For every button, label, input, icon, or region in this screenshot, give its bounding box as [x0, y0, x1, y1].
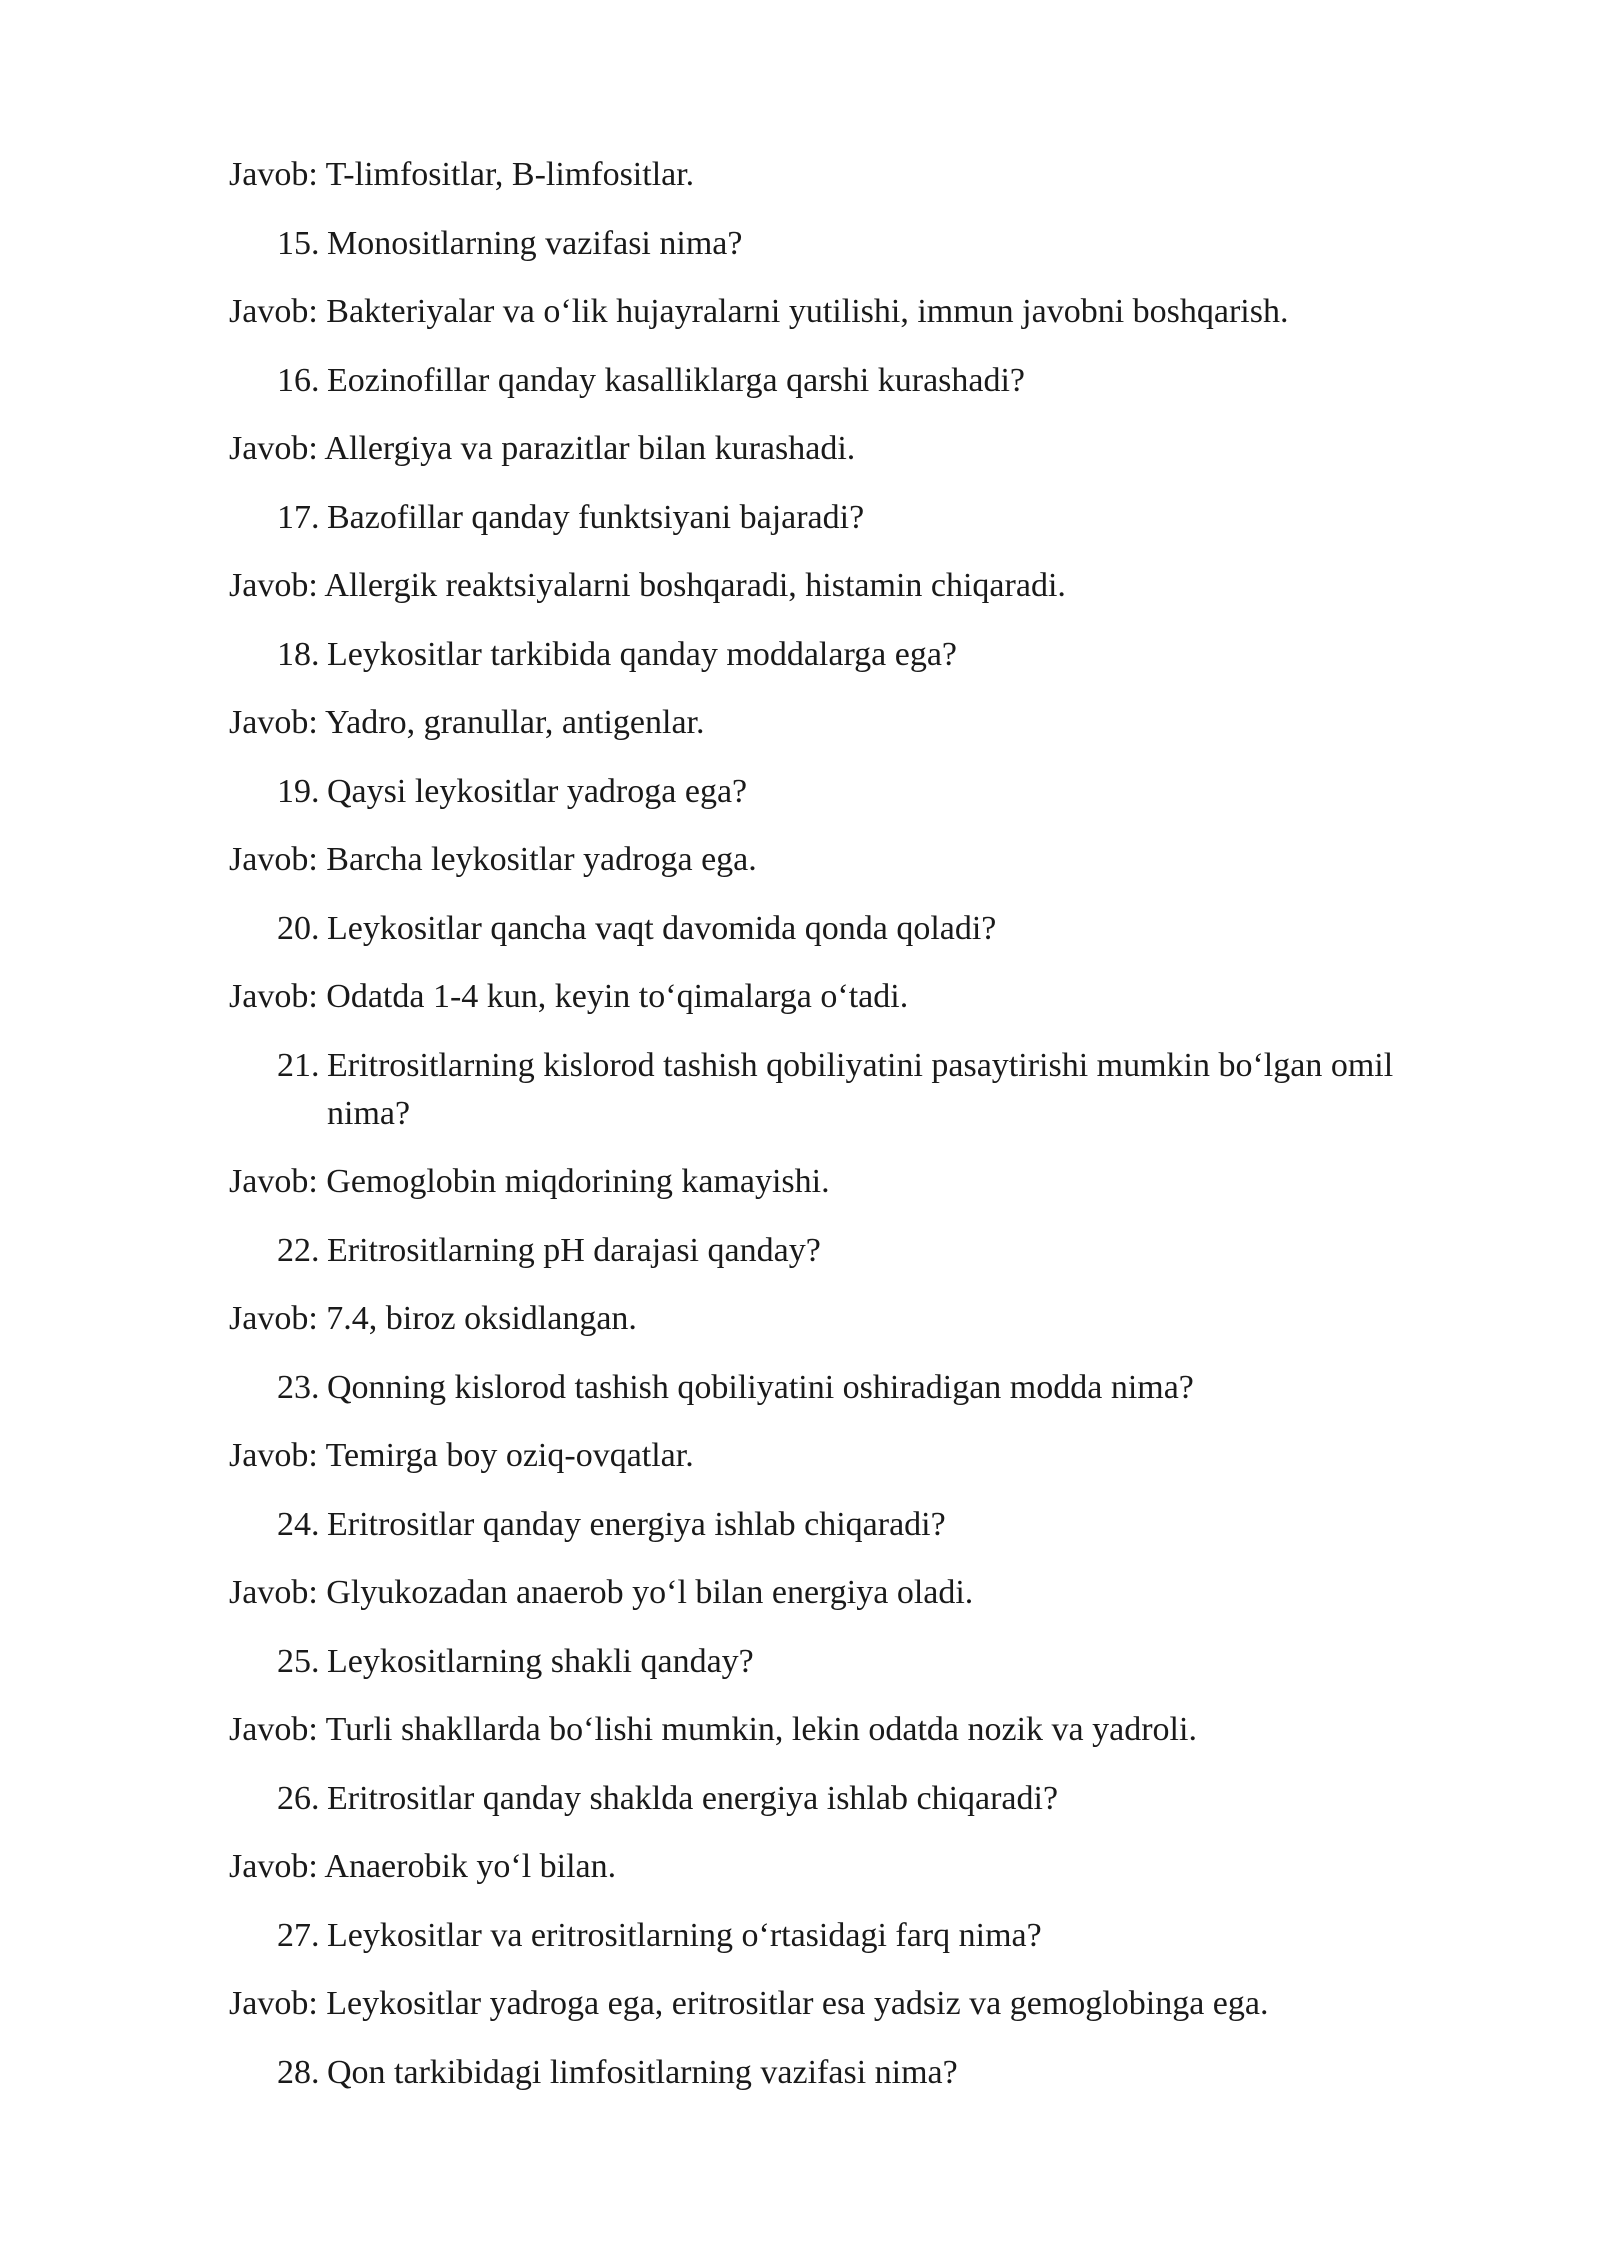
question-item	[229, 1912, 1459, 1960]
question-number: 19.	[277, 772, 320, 810]
answer-line: Javob: Gemoglobin miqdorining kamayishi.	[229, 1163, 830, 1200]
answer-line: Javob: Anaerobik yo‘l bilan.	[229, 1848, 617, 1885]
question-item	[229, 1775, 1459, 1823]
answer-line: Javob: Odatda 1-4 kun, keyin to‘qimalarga o‘tadi.	[229, 978, 909, 1015]
question-item	[229, 1042, 1459, 1138]
question-item	[229, 905, 1459, 953]
question-item	[229, 1638, 1459, 1686]
question-number: 15.	[277, 224, 320, 262]
question-number: 28.	[277, 2053, 320, 2091]
question-item	[229, 357, 1459, 405]
question-number: 23.	[277, 1368, 320, 1406]
question-number: 26.	[277, 1779, 320, 1817]
answer-line: Javob: Allergik reaktsiyalarni boshqaradi, histamin chiqaradi.	[229, 567, 1066, 604]
question-number: 22.	[277, 1231, 320, 1269]
question-item	[229, 631, 1459, 679]
question-text: Qon tarkibidagi limfositlarning vazifasi nima?	[327, 2053, 958, 2091]
answer-line: Javob: Barcha leykositlar yadroga ega.	[229, 841, 757, 878]
question-item	[229, 768, 1459, 816]
question-text: Leykositlar tarkibida qanday moddalarga ega?	[327, 635, 958, 673]
question-number: 21.	[277, 1046, 320, 1084]
question-text: Leykositlarning shakli qanday?	[327, 1642, 754, 1680]
question-text: Bazofillar qanday funktsiyani bajaradi?	[327, 498, 865, 536]
question-text: Eozinofillar qanday kasalliklarga qarshi kurashadi?	[327, 361, 1026, 399]
answer-line: Javob: Bakteriyalar va o‘lik hujayralarni yutilishi, immun javobni boshqarish.	[229, 293, 1289, 330]
answer-line: Javob: Temirga boy oziq-ovqatlar.	[229, 1437, 694, 1474]
answer-line: Javob: Allergiya va parazitlar bilan kurashadi.	[229, 430, 856, 467]
answer-line: Javob: Yadro, granullar, antigenlar.	[229, 704, 705, 741]
question-text: Qonning kislorod tashish qobiliyatini oshiradigan modda nima?	[327, 1368, 1194, 1406]
question-text: Eritrositlar qanday energiya ishlab chiqaradi?	[327, 1505, 946, 1543]
question-text: Monositlarning vazifasi nima?	[327, 224, 743, 262]
question-number: 24.	[277, 1505, 320, 1543]
question-text: Qaysi leykositlar yadroga ega?	[327, 772, 748, 810]
question-text: Eritrositlar qanday shaklda energiya ishlab chiqaradi?	[327, 1779, 1059, 1817]
question-number: 17.	[277, 498, 320, 536]
document-body	[229, 151, 1459, 2117]
question-item	[229, 1227, 1459, 1275]
question-number: 16.	[277, 361, 320, 399]
answer-line: Javob: Leykositlar yadroga ega, eritrositlar esa yadsiz va gemoglobinga ega.	[229, 1985, 1269, 2022]
question-number: 18.	[277, 635, 320, 673]
question-text: Eritrositlarning kislorod tashish qobiliyatini pasaytirishi mumkin bo‘lgan omil nima?	[327, 1046, 1394, 1132]
answer-line: Javob: 7.4, biroz oksidlangan.	[229, 1300, 637, 1337]
question-number: 25.	[277, 1642, 320, 1680]
question-item	[229, 494, 1459, 542]
question-text: Leykositlar qancha vaqt davomida qonda qoladi?	[327, 909, 997, 947]
question-item	[229, 220, 1459, 268]
question-item	[229, 1364, 1459, 1412]
question-number: 27.	[277, 1916, 320, 1954]
question-text: Leykositlar va eritrositlarning o‘rtasidagi farq nima?	[327, 1916, 1042, 1954]
answer-line: Javob: T-limfositlar, B-limfositlar.	[229, 156, 695, 193]
question-item	[229, 2049, 1459, 2097]
question-text: Eritrositlarning pH darajasi qanday?	[327, 1231, 821, 1269]
answer-line: Javob: Turli shakllarda bo‘lishi mumkin, lekin odatda nozik va yadroli.	[229, 1711, 1197, 1748]
question-item	[229, 1501, 1459, 1549]
answer-line: Javob: Glyukozadan anaerob yo‘l bilan energiya oladi.	[229, 1574, 974, 1611]
question-number: 20.	[277, 909, 320, 947]
